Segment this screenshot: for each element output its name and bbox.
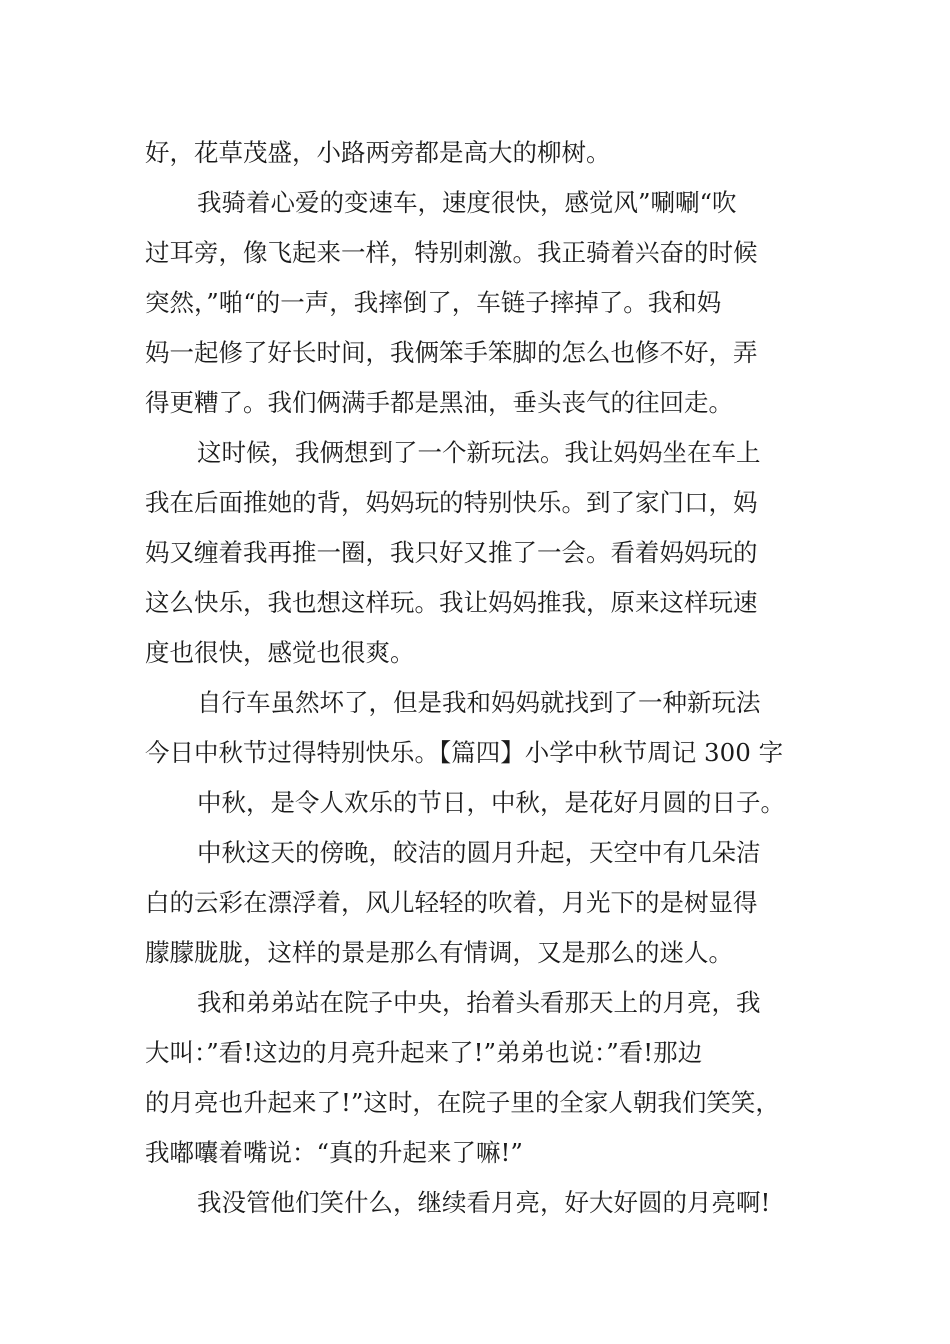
text-line: 中秋，是令人欢乐的节日，中秋，是花好月圆的日子。: [197, 788, 785, 817]
text-line: 妈一起修了好长时间，我俩笨手笨脚的怎么也修不好，弄: [145, 338, 758, 367]
text-line: 今日中秋节过得特别快乐。【篇四】小学中秋节周记 300 字: [145, 738, 784, 767]
text-line: 得更糟了。我们俩满手都是黑油，垂头丧气的往回走。: [145, 388, 733, 417]
text-line: 这时候，我俩想到了一个新玩法。我让妈妈坐在车上: [197, 438, 761, 467]
text-line: 过耳旁，像飞起来一样，特别刺激。我正骑着兴奋的时候: [145, 238, 758, 267]
text-line: 中秋这天的傍晚，皎洁的圆月升起，天空中有几朵洁: [197, 838, 761, 867]
text-line: 我嘟囔着嘴说：“真的升起来了嘛!”: [145, 1138, 523, 1167]
text-line: 我没管他们笑什么，继续看月亮，好大好圆的月亮啊!: [197, 1188, 771, 1217]
document-body: [145, 128, 825, 1228]
text-line: 突然，”啪“的一声，我摔倒了，车链子摔掉了。我和妈: [145, 288, 722, 317]
text-line: 好，花草茂盛，小路两旁都是高大的柳树。: [145, 138, 611, 167]
text-line: 这么快乐，我也想这样玩。我让妈妈推我，原来这样玩速: [145, 588, 758, 617]
text-line: 自行车虽然坏了，但是我和妈妈就找到了一种新玩法: [197, 688, 761, 717]
text-line: 大叫：”看!这边的月亮升起来了!”弟弟也说：”看!那边: [145, 1038, 703, 1067]
text-line: 度也很快，感觉也很爽。: [145, 638, 415, 667]
text-line: 我和弟弟站在院子中央，抬着头看那天上的月亮，我: [197, 988, 761, 1017]
text-line: 白的云彩在漂浮着，风儿轻轻的吹着，月光下的是树显得: [145, 888, 758, 917]
text-line: 的月亮也升起来了!”这时，在院子里的全家人朝我们笑笑，: [145, 1088, 780, 1117]
text-line: 我骑着心爱的变速车，速度很快，感觉风”唰唰“吹: [197, 188, 737, 217]
text-line: 朦朦胧胧，这样的景是那么有情调，又是那么的迷人。: [145, 938, 733, 967]
text-line: 我在后面推她的背，妈妈玩的特别快乐。到了家门口，妈: [145, 488, 758, 517]
text-line: 妈又缠着我再推一圈，我只好又推了一会。看着妈妈玩的: [145, 538, 758, 567]
